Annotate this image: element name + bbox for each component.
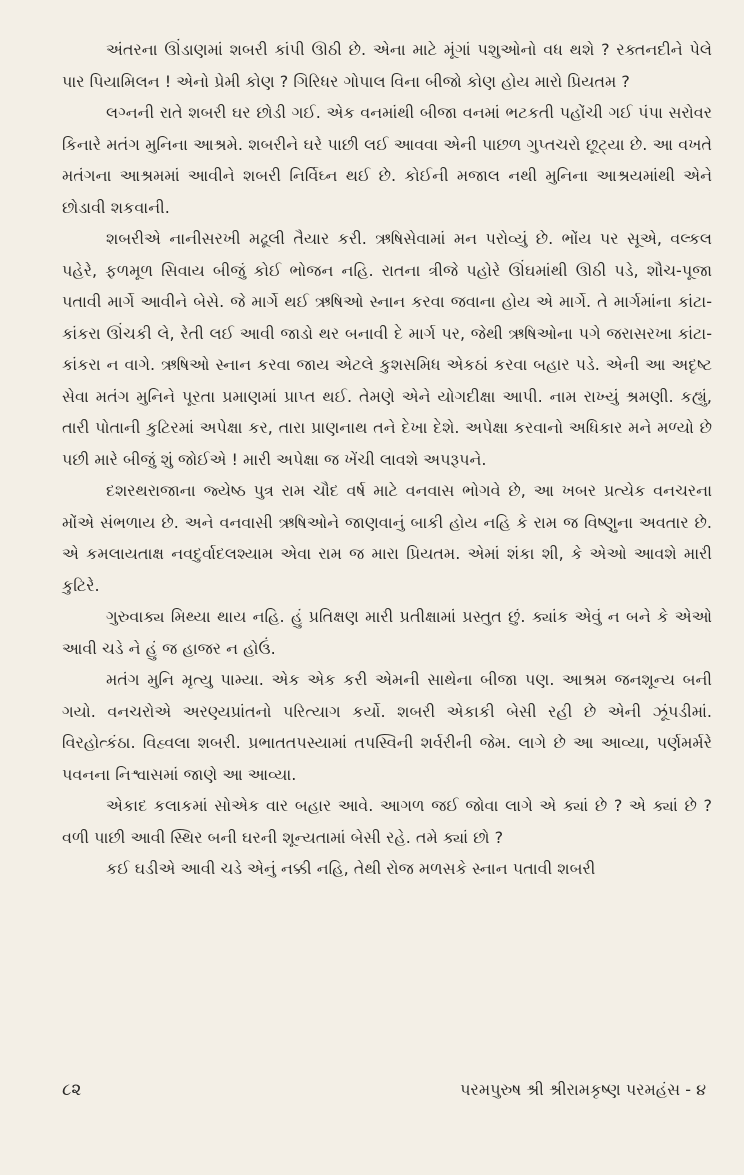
page-body xyxy=(62,34,712,885)
page-number: ૮૨ xyxy=(62,1080,82,1100)
paragraph: ગુરુવાક્ય મિથ્યા થાય નહિ. હું પ્રતિક્ષણ મારી પ્રતીક્ષામાં પ્રસ્તુત છું. ક્યાંક એવું ન બને કે એઓ આવી ચડે ને હું જ હાજર ન હોઉં. xyxy=(62,607,712,658)
paragraph: મતંગ મુનિ મૃત્યુ પામ્યા. એક એક કરી એમની સાથેના બીજા પણ. આશ્રમ જનશૂન્ય બની ગયો. વનચરોએ અરણ્યપ્રાંતનો પરિત્યાગ કર્યો. શબરી એકાકી બેસી રહી છે એની ઝૂંપડીમાં. વિરહોત્કંઠા. વિહ્વલા શબરી. પ્રભાતતપસ્યામાં તપસ્વિની શર્વરીની જેમ. લાગે છે આ આવ્યા, પર્ણમર્મરે પવનના નિશ્વાસમાં જાણે આ આવ્યા. xyxy=(62,670,712,784)
paragraph: એકાદ કલાકમાં સોએક વાર બહાર આવે. આગળ જઈ જોવા લાગે એ ક્યાં છે ? એ ક્યાં છે ? વળી પાછી આવી સ્થિર બની ઘરની શૂન્યતામાં બેસી રહે. તમે ક્યાં છો ? xyxy=(62,796,712,847)
page-footer xyxy=(62,1080,706,1100)
running-title: પરમપુરુષ શ્રી શ્રીરામકૃષ્ણ પરમહંસ - ૪ xyxy=(460,1080,706,1099)
paragraph: શબરીએ નાનીસરખી મઢૂલી તૈયાર કરી. ઋષિસેવામાં મન પરોવ્યું છે. ભોંય પર સૂએ, વલ્કલ પહેરે, ફળમૂળ સિવાય બીજું કોઈ ભોજન નહિ. રાતના ત્રીજે પહોરે ઊંઘમાંથી ઊઠી પડે, શૌચ-પૂજા પતાવી માર્ગે આવીને બેસે. જે માર્ગે થઈ ઋષિઓ સ્નાન કરવા જવાના હોય એ માર્ગે. તે માર્ગમાંના કાંટા-કાંકરા ઊંચકી લે, રેતી લઈ આવી જાડો થર બનાવી દે માર્ગ પર, જેથી ઋષિઓના પગે જરાસરખા કાંટા-કાંકરા ન વાગે. ઋષિઓ સ્નાન કરવા જાય એટલે કુશસમિધ એકઠાં કરવા બહાર પડે. એની આ અદૃષ્ટ સેવા મતંગ મુનિને પૂરતા પ્રમાણમાં પ્રાપ્ત થઈ. તેમણે એને યોગદીક્ષા આપી. નામ રાખ્યું શ્રમણી. કહ્યું, તારી પોતાની કુટિરમાં અપેક્ષા કર, તારા પ્રાણનાથ તને દેખા દેશે. અપેક્ષા કરવાનો અધિકાર મને મળ્યો છે પછી મારે બીજું શું જોઈએ ! મારી અપેક્ષા જ ખેંચી લાવશે અપરૂપને. xyxy=(62,229,712,469)
paragraph: દશરથરાજાના જ્યેષ્ઠ પુત્ર રામ ચૌદ વર્ષ માટે વનવાસ ભોગવે છે, આ ખબર પ્રત્યેક વનચરના મોંએ સંભળાય છે. અને વનવાસી ઋષિઓને જાણવાનું બાકી હોય નહિ કે રામ જ વિષ્ણુના અવતાર છે. એ કમલાયતાક્ષ નવદુર્વાદલશ્યામ એવા રામ જ મારા પ્રિયતમ. એમાં શંકા શી, કે એઓ આવશે મારી કુટિરે. xyxy=(62,481,712,595)
paragraph: અંતરના ઊંડાણમાં શબરી કાંપી ઊઠી છે. એના માટે મૂંગાં પશુઓનો વધ થશે ? રક્તનદીને પેલે પાર પિયામિલન ! એનો પ્રેમી કોણ ? ગિરિધર ગોપાલ વિના બીજો કોણ હોય મારો પ્રિયતમ ? xyxy=(62,40,712,91)
paragraph: કઈ ઘડીએ આવી ચડે એનું નક્કી નહિ, તેથી રોજ મળસકે સ્નાન પતાવી શબરી xyxy=(106,859,596,878)
paragraph: લગ્નની રાતે શબરી ઘર છોડી ગઈ. એક વનમાંથી બીજા વનમાં ભટકતી પહોંચી ગઈ પંપા સરોવર કિનારે મતંગ મુનિના આશ્રમે. શબરીને ઘરે પાછી લઈ આવવા એની પાછળ ગુપ્તચરો છૂટ્યા છે. આ વખતે મતંગના આશ્રમમાં આવીને શબરી નિર્વિઘ્ન થઈ છે. કોઈની મજાલ નથી મુનિના આશ્રયમાંથી એને છોડાવી શકવાની. xyxy=(62,103,712,217)
